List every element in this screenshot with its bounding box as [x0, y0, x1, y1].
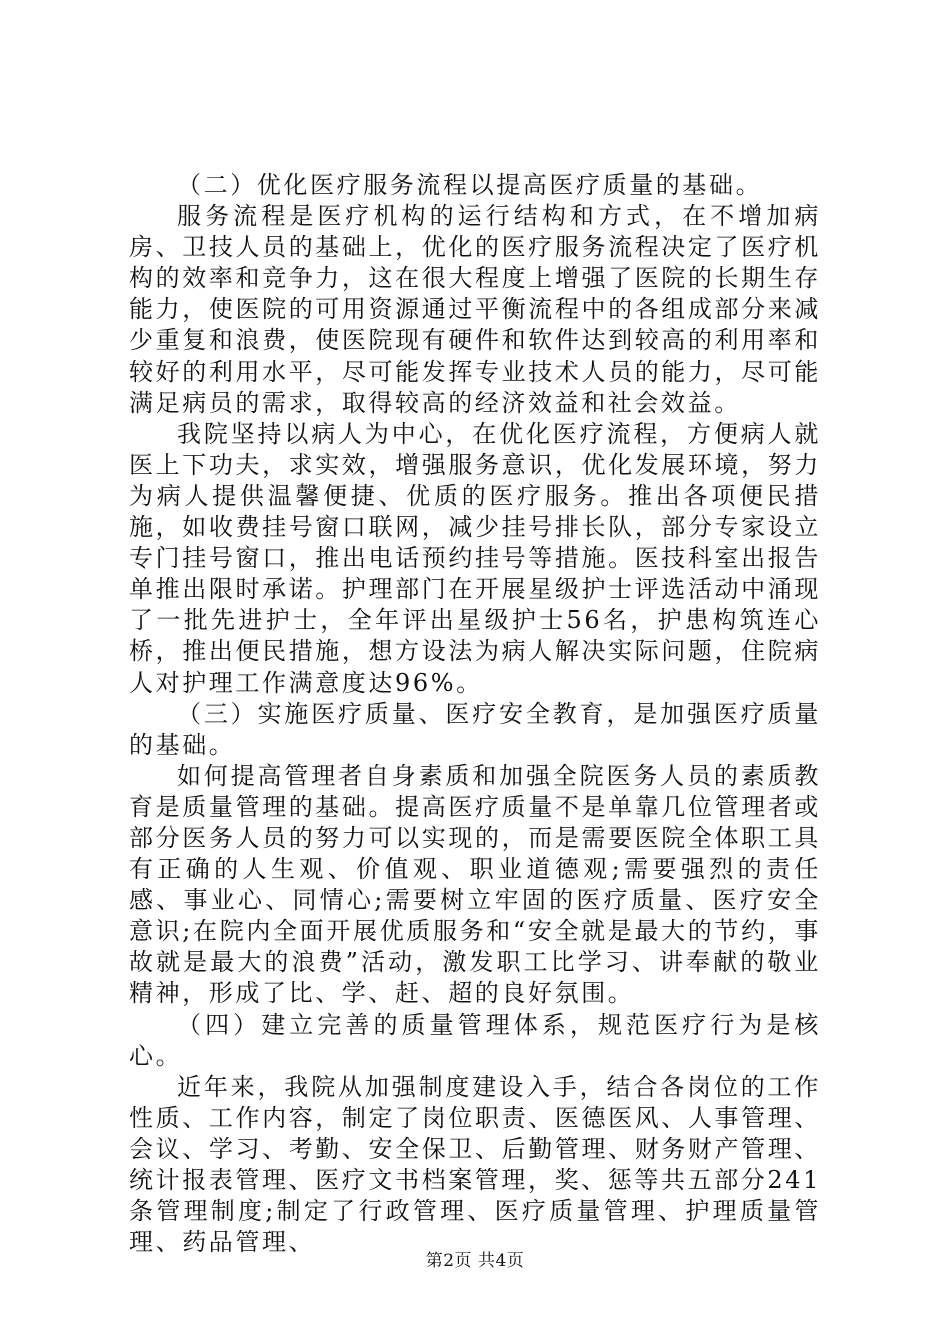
paragraph-quality-education: 如何提高管理者自身素质和加强全院医务人员的素质教育是质量管理的基础。提高医疗质量不是单靠几位管理者或部分医务人员的努力可以实现的，而是需要医院全体职工具有正确的人生观、价值观、职业道德观;需要强烈的责任感、事业心、同情心;需要树立牢固的医疗质量、医疗安全意识;在院内全面开展优质服务和“安全就是最大的节约，事故就是最大的浪费”活动，激发职工比学习、讲奉献的敬业精神，形成了比、学、赶、超的良好氛围。: [129, 761, 821, 1008]
section-heading-4: （四）建立完善的质量管理体系，规范医疗行为是核心。: [129, 1010, 821, 1070]
section-heading-2: （二）优化医疗服务流程以提高医疗质量的基础。: [177, 171, 763, 199]
page-number-footer: 第2页 共4页: [425, 1251, 525, 1271]
section-heading-3: （三）实施医疗质量、医疗安全教育，是加强医疗质量的基础。: [129, 699, 821, 759]
document-body: [129, 170, 821, 1258]
paragraph-patient-centered: 我院坚持以病人为中心，在优化医疗流程，方便病人就医上下功夫，求实效，增强服务意识，优化发展环境，努力为病人提供温馨便捷、优质的医疗服务。推出各项便民措施，如收费挂号窗口联网，减少挂号排长队，部分专家设立专门挂号窗口，推出电话预约挂号等措施。医技科室出报告单推出限时承诺。护理部门在开展星级护士评选活动中涌现了一批先进护士，全年评出星级护士56名，护患构筑连心桥，推出便民措施，想方设法为病人解决实际问题，住院病人对护理工作满意度达96%。: [129, 419, 821, 697]
paragraph-management-system: 近年来，我院从加强制度建设入手，结合各岗位的工作性质、工作内容，制定了岗位职责、医德医风、人事管理、会议、学习、考勤、安全保卫、后勤管理、财务财产管理、统计报表管理、医疗文书档案管理，奖、惩等共五部分241条管理制度;制定了行政管理、医疗质量管理、护理质量管理、药品管理、: [129, 1072, 822, 1257]
paragraph-service-process: 服务流程是医疗机构的运行结构和方式，在不增加病房、卫技人员的基础上，优化的医疗服务流程决定了医疗机构的效率和竞争力，这在很大程度上增强了医院的长期生存能力，使医院的可用资源通过平衡流程中的各组成部分来减少重复和浪费，使医院现有硬件和软件达到较高的利用率和较好的利用水平，尽可能发挥专业技术人员的能力，尽可能满足病员的需求，取得较高的经济效益和社会效益。: [129, 202, 821, 417]
